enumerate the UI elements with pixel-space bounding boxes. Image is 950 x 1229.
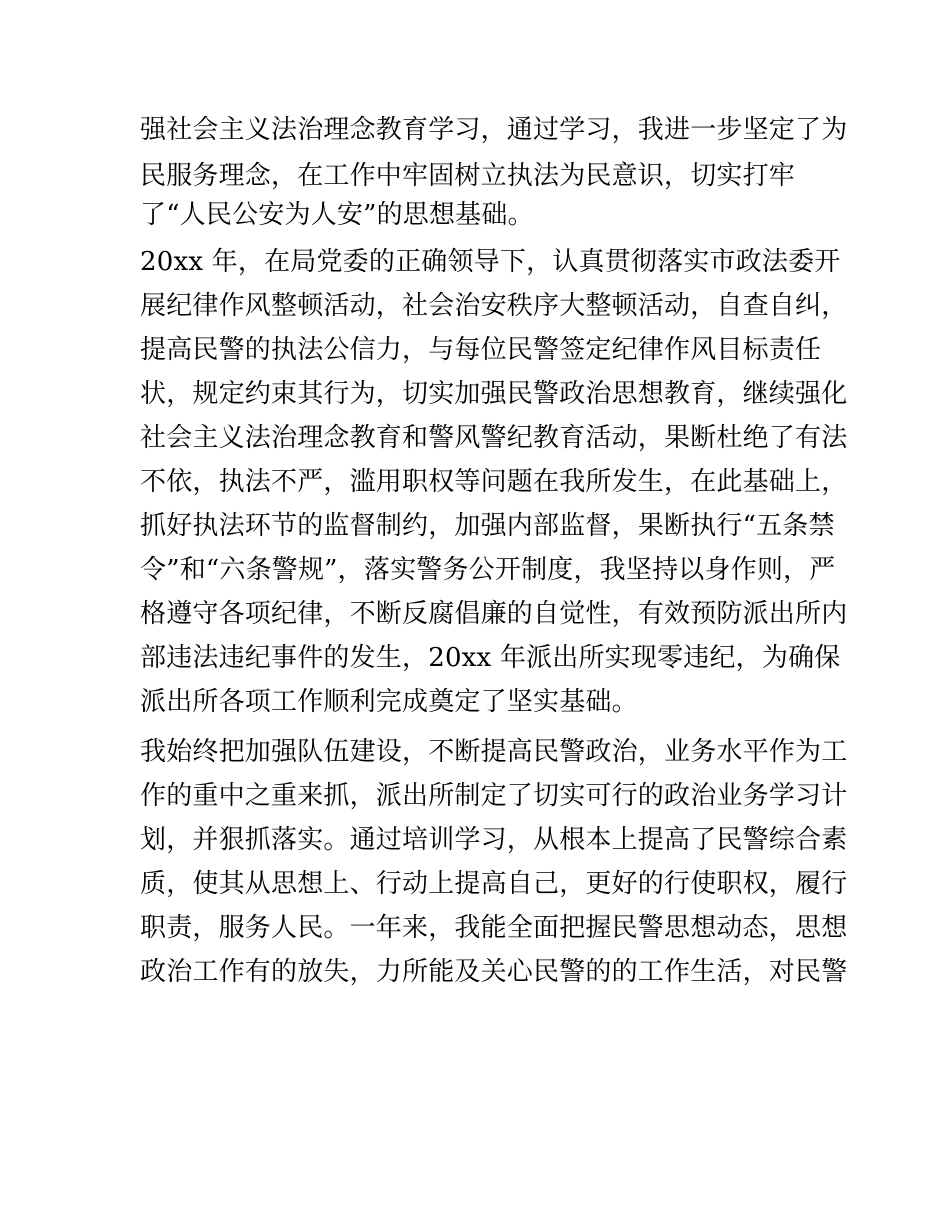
text-line: 不依，执法不严，滥用职权等问题在我所发生，在此基础上， bbox=[140, 467, 848, 497]
text-line: 了“人民公安为人安”的思想基础。 bbox=[140, 200, 534, 230]
text-line: 格遵守各项纪律，不断反腐倡廉的自觉性，有效预防派出所内 bbox=[140, 599, 848, 629]
text-line: 职责，服务人民。一年来，我能全面把握民警思想动态，思想 bbox=[140, 913, 848, 943]
paragraph bbox=[140, 240, 848, 724]
text-line: 民服务理念，在工作中牢固树立执法为民意识，切实打牢 bbox=[140, 161, 796, 191]
document-body bbox=[140, 108, 848, 994]
text-line: 作的重中之重来抓，派出所制定了切实可行的政治业务学习计 bbox=[140, 781, 848, 811]
text-line: 我始终把加强队伍建设，不断提高民警政治，业务水平作为工 bbox=[140, 737, 848, 767]
text-line: 展纪律作风整顿活动，社会治安秩序大整顿活动，自查自纠， bbox=[140, 291, 848, 321]
text-line: 质，使其从思想上、行动上提高自己，更好的行使职权，履行 bbox=[140, 869, 848, 899]
text-line: 令”和“六条警规”，落实警务公开制度，我坚持以身作则，严 bbox=[140, 555, 836, 585]
text-line: 划，并狠抓落实。通过培训学习，从根本上提高了民警综合素 bbox=[140, 825, 848, 855]
text-line: 提高民警的执法公信力，与每位民警签定纪律作风目标责任 bbox=[140, 335, 822, 365]
paragraph bbox=[140, 730, 848, 994]
text-line: 状，规定约束其行为，切实加强民警政治思想教育，继续强化 bbox=[140, 379, 848, 409]
text-line: 部违法违纪事件的发生，20xx 年派出所实现零违纪，为确保 bbox=[140, 643, 841, 673]
text-line: 20xx 年，在局党委的正确领导下，认真贯彻落实市政法委开 bbox=[140, 247, 841, 277]
text-line: 抓好执法环节的监督制约，加强内部监督，果断执行“五条禁 bbox=[140, 511, 835, 541]
paragraph bbox=[140, 108, 848, 234]
text-line: 强社会主义法治理念教育学习，通过学习，我进一步坚定了为 bbox=[140, 115, 848, 145]
text-line: 政治工作有的放失，力所能及关心民警的的工作生活，对民警 bbox=[140, 957, 848, 987]
text-line: 派出所各项工作顺利完成奠定了坚实基础。 bbox=[140, 687, 638, 717]
text-line: 社会主义法治理念教育和警风警纪教育活动，果断杜绝了有法 bbox=[140, 423, 848, 453]
